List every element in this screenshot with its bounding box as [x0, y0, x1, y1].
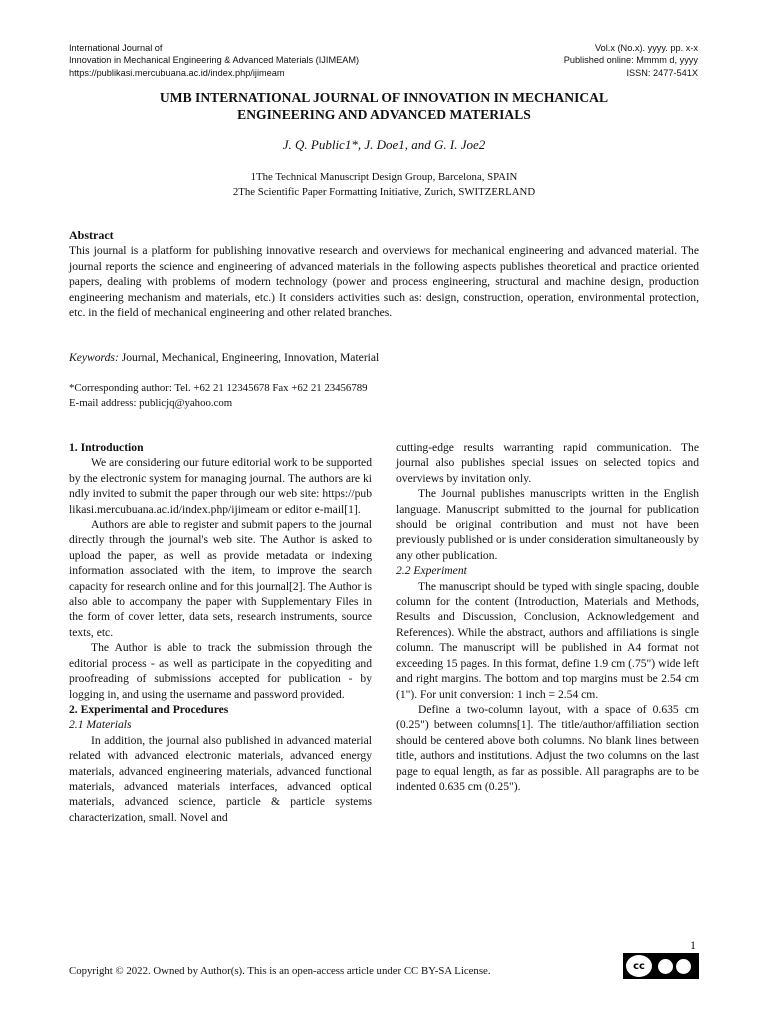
subsection-heading-experiment: 2.2 Experiment [396, 564, 467, 578]
keywords [69, 351, 699, 364]
issn: ISSN: 2477-541X [626, 67, 698, 78]
by-icon [658, 959, 673, 974]
cc-by-sa-icon[interactable] [623, 953, 699, 979]
journal-name-line1: International Journal of [69, 43, 163, 53]
corresponding-email: E-mail address: publicjq@yahoo.com [69, 397, 233, 409]
keywords-text: Journal, Mechanical, Engineering, Innovation, Material [121, 351, 380, 364]
keywords-label: Keywords: [69, 351, 119, 364]
corresponding-contact: *Corresponding author: Tel. +62 21 12345678 Fax +62 21 23456789 [69, 382, 368, 394]
section-heading-experimental: 2. Experimental and Procedures [69, 702, 229, 716]
abstract-heading: Abstract [69, 228, 114, 242]
published-date: Published online: Mmmm d, yyyy [563, 55, 698, 66]
paragraph: The Journal publishes manuscripts written in the English language. Manuscript submitted to the journal for publication should be original contribution and must not have been previously published or is under consideration simultaneously by any other publication. [396, 487, 699, 562]
paragraph: We are considering our future editorial work to be supported by the electronic system for managing journal. The authors are kindly invited to submit the paper through our web site: https://publikasi.mercubuana.ac.id/index.php/ijimeam or editor e-mail[1]. [69, 456, 372, 516]
paragraph: The Author is able to track the submission through the editorial process - as well as participate in the copyediting and proofreading of submissions accepted for publication - by logging in, and using the username and password provided. [69, 641, 372, 701]
copyright-footer: Copyright © 2022. Owned by Author(s). This is an open-access article under CC BY-SA License. [69, 965, 491, 977]
paragraph: Define a two-column layout, with a space of 0.635 cm (0.25") between columns[1]. The title/author/affiliation section should be centered above both columns. No blank lines between title, authors and institutions. Adjust the two columns on the last page to equal length, as far as possible. All paragraphs are to be indented 0.635 cm (0.25"). [396, 702, 699, 793]
author-list: J. Q. Public1*, J. Doe1, and G. I. Joe2 [282, 137, 486, 152]
left-column [69, 440, 372, 825]
right-column [396, 440, 699, 794]
sa-icon [676, 959, 691, 974]
paragraph: cutting-edge results warranting rapid communication. The journal also publishes special issues on selected topics and overviews by invitation only. [396, 441, 699, 485]
abstract-section [69, 228, 699, 320]
corresponding-author [69, 381, 699, 411]
volume-info: Vol.x (No.x). yyyy. pp. x-x [595, 43, 698, 53]
paragraph: In addition, the journal also published in advanced material related with advanced electronic materials, advanced energy materials, advanced engineering materials, advanced functional materials, advanced materials interfaces, advanced optical materials, advanced science, particle & particle systems characterization, small. Novel and [69, 733, 372, 824]
journal-name-line2: Innovation in Mechanical Engineering & Advanced Materials (IJIMEAM) [69, 55, 360, 66]
paper-title-line1: UMB INTERNATIONAL JOURNAL OF INNOVATION IN MECHANICAL [159, 90, 609, 105]
abstract-text: This journal is a platform for publishing innovative research and overviews for mechanical engineering and advanced material. The journal reports the science and engineering of advanced materials in the following aspects publishes theoretical and practice oriented papers, dealing with problems of modern technology (power and process engineering, structural and machine design, production engineering mechanism and materials, etc.) It considers activities such as: design, construction, operation, environmental protection, etc. in the field of mechanical engineering and other related branches. [69, 244, 699, 320]
section-heading-introduction: 1. Introduction [69, 441, 144, 454]
paragraph: Authors are able to register and submit papers to the journal directly through the journal's web site. The Author is asked to upload the paper, as well as provide metadata or indexing information associated with the item, to improve the search capacity for research online and for this journal[2]. The Author is also able to accompany the paper with Supplementary Files in the form of cover letter, data sets, research instruments, source texts, etc. [69, 518, 372, 639]
affiliations [69, 170, 699, 199]
paper-title-line2: ENGINEERING AND ADVANCED MATERIALS [237, 106, 531, 122]
paper-title [69, 90, 699, 123]
affiliation-1: 1The Technical Manuscript Design Group, Barcelona, SPAIN [250, 171, 518, 183]
journal-header-left [69, 42, 359, 79]
journal-url[interactable]: https://publikasi.mercubuana.ac.id/index.php/ijimeam [69, 67, 285, 78]
journal-header-right [564, 42, 698, 79]
cc-logo-icon: cc [626, 955, 652, 977]
subsection-heading-materials: 2.1 Materials [69, 718, 132, 732]
paragraph: The manuscript should be typed with single spacing, double column for the content (Introduction, Materials and Methods, Results and Discussion, Conclusion, Acknowledgement and References). While the abstract, authors and affiliations is single column. The manuscript will be published in A4 format not exceeding 15 pages. In this format, define 1.9 cm (.75") wide left and right margins. The bottom and top margins must be 2.54 cm (1"). For unit conversion: 1 inch = 2.54 cm. [396, 579, 699, 701]
page-number: 1 [690, 938, 696, 952]
affiliation-2: 2The Scientific Paper Formatting Initiative, Zurich, SWITZERLAND [232, 185, 536, 198]
